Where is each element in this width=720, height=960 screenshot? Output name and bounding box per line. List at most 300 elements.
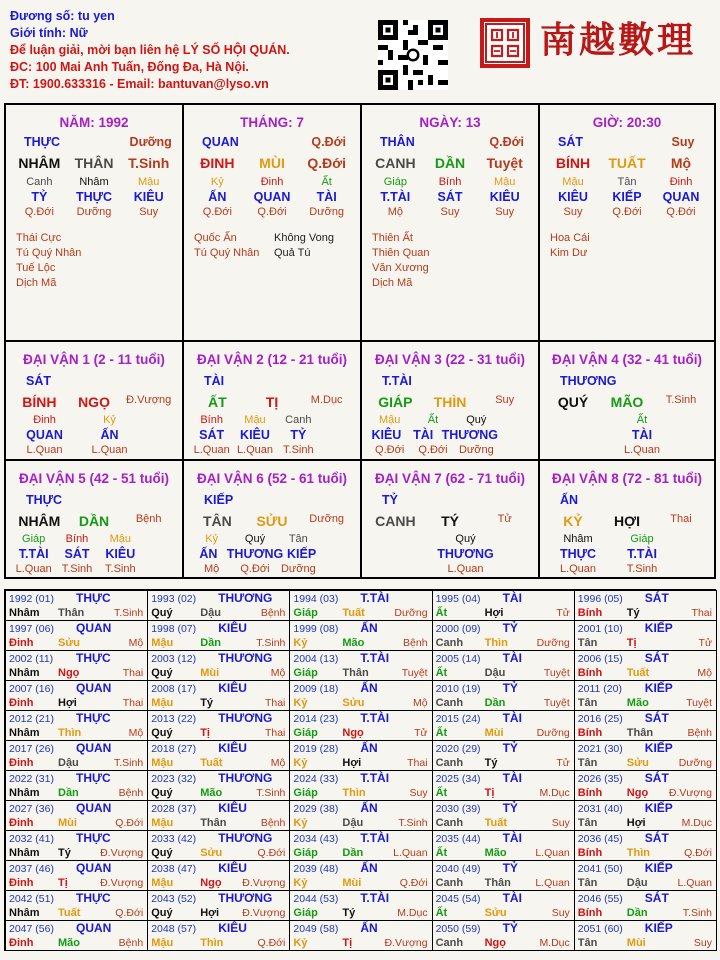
year-cell <box>147 800 290 831</box>
year-label: 2025 (34) <box>435 773 481 785</box>
year-chi: Mão <box>200 787 223 799</box>
year-cell <box>432 800 575 831</box>
year-cell <box>574 740 717 771</box>
dai-van-can: GIÁP <box>378 394 413 410</box>
year-can: Mậu <box>151 937 174 949</box>
year-cell <box>289 620 432 651</box>
year-truong-sinh: Mộ <box>412 697 428 709</box>
year-thap-than: ẤN <box>360 861 378 875</box>
year-can: Đinh <box>9 697 34 709</box>
dai-van-row-hs <box>190 547 320 561</box>
dai-van-row-hl <box>368 444 498 456</box>
pillar-cell <box>183 104 361 341</box>
year-truong-sinh: Đ.Vượng <box>100 847 144 859</box>
year-thap-than: TỶ <box>502 681 518 695</box>
year-truong-sinh: Suy <box>551 817 570 829</box>
year-can: Mậu <box>151 817 174 829</box>
dai-van-value: Mậu <box>109 533 132 545</box>
dai-van-value: L.Quan <box>559 563 597 575</box>
year-thap-than: KIÊU <box>218 681 247 695</box>
year-can: Ất <box>435 727 448 739</box>
year-truong-sinh: Bệnh <box>118 937 144 949</box>
year-cell <box>289 890 432 921</box>
year-can: Mậu <box>151 757 174 769</box>
year-truong-sinh: Dưỡng <box>536 727 570 739</box>
year-thap-than: TỶ <box>502 741 518 755</box>
pillar-value <box>253 135 304 149</box>
year-chi: Thân <box>200 817 227 829</box>
qr-code-icon[interactable] <box>378 20 448 90</box>
year-label: 1999 (08) <box>293 623 339 635</box>
year-can: Canh <box>435 877 464 889</box>
dai-van-value: THỰC <box>559 547 597 561</box>
pillar-value: KIẾP <box>612 190 642 204</box>
pillar-value: Dưỡng <box>309 206 345 218</box>
dai-van-cell <box>539 341 715 460</box>
year-chi: Thân <box>626 727 654 739</box>
year-chi: Hợi <box>58 697 77 709</box>
year-cell <box>5 860 148 891</box>
year-thap-than: ẤN <box>360 801 378 815</box>
year-truong-sinh: Q.Đới <box>684 847 712 859</box>
year-cell <box>147 770 290 801</box>
year-truong-sinh: Mộ <box>270 667 286 679</box>
dai-van-value: L.Quan <box>15 563 52 575</box>
pillar-row-r2 <box>190 155 354 171</box>
year-chi: Tị <box>342 937 353 949</box>
pillar-value: Canh <box>26 176 53 188</box>
dai-van-value: T.TÀI <box>18 547 49 561</box>
star-label-secondary: Không Vong <box>274 232 334 244</box>
pillar-value: Suy <box>563 206 583 218</box>
brand-logo <box>540 12 696 63</box>
pillar-row-r2 <box>12 155 176 171</box>
dai-van-value: T.Sinh <box>105 563 136 575</box>
annual-table <box>4 589 716 951</box>
pillar-value: Mậu <box>493 176 516 188</box>
dai-van-truong-sinh: Tử <box>497 513 512 525</box>
dai-van-row-h <box>12 533 142 545</box>
dai-van-value: TÀI <box>413 428 434 442</box>
year-truong-sinh: Q.Đới <box>257 847 286 859</box>
year-label: 2021 (30) <box>577 743 623 755</box>
pillar-value: Mộ <box>387 206 403 218</box>
year-cell <box>574 710 717 741</box>
dai-van-value: KIẾP <box>287 547 317 561</box>
year-can: Quý <box>151 847 173 859</box>
dai-van-row-hs <box>546 428 674 442</box>
dai-van-value <box>546 414 610 426</box>
year-can: Giáp <box>293 847 318 859</box>
year-truong-sinh: Bệnh <box>260 607 286 619</box>
dai-van-cell <box>5 460 183 578</box>
year-can: Tân <box>577 877 598 889</box>
pillar-title: GIỜ: 20:30 <box>592 115 662 130</box>
year-can: Mậu <box>151 877 174 889</box>
star-label: Tú Quý Nhân <box>16 247 82 259</box>
pillar-value: TÀI <box>316 190 337 204</box>
pillar-value: CANH <box>375 155 416 171</box>
year-truong-sinh: Thai <box>691 607 712 619</box>
pillar-value: Giáp <box>383 176 407 188</box>
dai-van-can-chi <box>546 394 708 410</box>
dai-van-value: Giáp <box>22 533 46 545</box>
year-thap-than: TÀI <box>502 711 522 725</box>
dai-van-title: ĐẠI VẬN 3 (22 - 31 tuổi) <box>374 352 526 367</box>
dai-van-value: L.Quan <box>236 444 274 456</box>
year-label: 2034 (43) <box>293 833 339 845</box>
year-thap-than: KIÊU <box>218 801 247 815</box>
dai-van-title: ĐẠI VẬN 7 (62 - 71 tuổi) <box>374 471 526 486</box>
dai-van-value: Canh <box>285 414 312 426</box>
pillar-value: NHÂM <box>18 155 61 171</box>
year-cell <box>432 620 575 651</box>
star-label: Thái Cực <box>16 232 62 244</box>
year-truong-sinh: Thai <box>407 757 428 769</box>
year-can: Kỷ <box>293 817 308 829</box>
dai-van-value: ẤN <box>100 428 119 442</box>
year-thap-than: THỰC <box>76 831 111 845</box>
star-label: Tú Quý Nhân <box>194 247 260 259</box>
dai-van-value: TÀI <box>631 428 653 442</box>
year-truong-sinh: Đ.Vượng <box>242 877 286 889</box>
dai-van-value: Quý <box>244 533 266 545</box>
dai-van-value: ẤN <box>199 547 218 561</box>
owner-gender: Giới tính: Nữ <box>10 26 88 40</box>
dai-van-value: THƯƠNG <box>437 547 494 561</box>
year-chi: Ngọ <box>626 787 649 799</box>
year-cell <box>5 590 148 621</box>
dai-van-value: Nhâm <box>563 533 593 545</box>
year-cell <box>432 650 575 681</box>
pillar-row-r4 <box>368 190 532 204</box>
year-thap-than: THƯƠNG <box>218 651 273 665</box>
year-cell <box>574 620 717 651</box>
year-can: Bính <box>577 727 603 739</box>
year-truong-sinh: Đ.Vượng <box>100 877 144 889</box>
dai-van-can: CANH <box>375 513 416 529</box>
pillar-value: QUAN <box>202 135 239 149</box>
dai-van-thap-than: THỰC <box>26 493 63 507</box>
year-label: 2042 (51) <box>9 893 54 905</box>
year-truong-sinh: Suy <box>693 937 712 949</box>
pillar-title: THÁNG: 7 <box>240 115 304 130</box>
year-truong-sinh: Q.Đới <box>115 817 144 829</box>
dai-van-row-hl <box>190 563 320 575</box>
year-truong-sinh: M.Dục <box>397 907 428 919</box>
year-label: 2041 (50) <box>577 863 623 875</box>
year-chi: Sửu <box>626 757 649 769</box>
dai-van-value: TỶ <box>290 428 307 442</box>
year-truong-sinh: Dưỡng <box>536 637 570 649</box>
pillar-value: ĐINH <box>200 155 235 171</box>
year-chi: Dần <box>342 847 364 859</box>
year-chi: Dần <box>58 787 79 799</box>
year-thap-than: ẤN <box>360 741 378 755</box>
year-chi: Ngọ <box>58 667 80 679</box>
dai-van-chi: THÌN <box>433 394 467 410</box>
star-label: Dịch Mã <box>16 277 57 289</box>
year-thap-than: KIÊU <box>218 861 247 875</box>
year-thap-than: TỶ <box>502 921 518 935</box>
dai-van-row-h <box>546 414 674 426</box>
year-cell <box>147 740 290 771</box>
year-cell <box>147 830 290 861</box>
dai-van-thap-than: T.TÀI <box>382 374 412 388</box>
year-label: 2011 (20) <box>577 683 622 695</box>
year-truong-sinh: Đ.Vượng <box>384 937 428 949</box>
year-label: 2037 (46) <box>9 863 54 875</box>
year-cell <box>5 920 148 951</box>
dai-van-can-chi <box>12 513 176 529</box>
dai-van-value: L.Quan <box>447 563 484 575</box>
year-chi: Tý <box>200 697 214 709</box>
year-thap-than: SÁT <box>644 591 669 605</box>
dai-van-value: L.Quan <box>623 444 661 456</box>
pillar-value: Suy <box>495 206 515 218</box>
year-truong-sinh: Đ.Vượng <box>242 907 286 919</box>
year-label: 2046 (55) <box>577 893 623 905</box>
year-can: Mậu <box>151 697 174 709</box>
pillar-value: Suy <box>671 135 695 149</box>
year-truong-sinh: Tuyệt <box>543 667 570 679</box>
year-truong-sinh: Tuyệt <box>686 697 712 709</box>
dai-van-value: Quý <box>455 533 476 545</box>
dai-van-can-chi <box>368 394 532 410</box>
year-cell <box>5 890 148 921</box>
dai-van-row-hs <box>546 547 674 561</box>
year-truong-sinh: T.Sinh <box>256 787 286 799</box>
year-label: 2000 (09) <box>435 623 481 635</box>
year-thap-than: THƯƠNG <box>218 591 273 605</box>
year-thap-than: QUAN <box>76 621 112 635</box>
year-can: Mậu <box>151 637 174 649</box>
year-can: Nhâm <box>9 667 40 679</box>
pillar-value: Mậu <box>137 176 160 188</box>
pillar-value: Q.Đới <box>24 206 54 218</box>
year-can: Giáp <box>293 727 318 739</box>
year-can: Giáp <box>293 607 318 619</box>
year-cell <box>5 680 148 711</box>
year-chi: Ngọ <box>342 727 364 739</box>
year-label: 2047 (56) <box>9 923 54 935</box>
year-chi: Hợi <box>200 907 220 919</box>
dai-van-truong-sinh: M.Dục <box>310 394 343 406</box>
dai-van-row-hl <box>12 444 142 456</box>
year-can: Kỷ <box>293 697 308 709</box>
dai-van-value: SÁT <box>64 547 90 561</box>
pillar-value: KIÊU <box>133 190 164 204</box>
dai-van-title: ĐẠI VẬN 1 (2 - 11 tuổi) <box>23 352 165 367</box>
year-label: 2003 (12) <box>151 653 197 665</box>
year-can: Tân <box>577 937 598 949</box>
year-can: Tân <box>577 637 598 649</box>
year-label: 2049 (58) <box>293 923 339 935</box>
dai-van-chi: TỊ <box>265 394 279 410</box>
address-line: ĐC: 100 Mai Anh Tuấn, Đống Đa, Hà Nội. <box>10 60 249 74</box>
year-cell <box>147 920 290 951</box>
pillar-value: Q.Đới <box>489 135 524 149</box>
dai-van-can: NHÂM <box>18 513 61 529</box>
pillar-row-r3 <box>546 176 708 188</box>
year-cell <box>289 680 432 711</box>
year-cell <box>5 770 148 801</box>
year-can: Bính <box>577 607 603 619</box>
dai-van-can-chi <box>12 394 176 410</box>
dai-van-thap-than: ẤN <box>560 493 579 507</box>
year-chi: Sửu <box>200 847 223 859</box>
dai-van-value: Quý <box>466 414 487 426</box>
year-label: 2018 (27) <box>151 743 197 755</box>
year-chi: Tý <box>626 607 640 619</box>
year-thap-than: SÁT <box>644 891 669 905</box>
year-thap-than: QUAN <box>76 861 112 875</box>
pillar-value: Q.Đới <box>612 206 642 218</box>
year-label: 2004 (13) <box>293 653 339 665</box>
year-truong-sinh: Tử <box>556 607 570 619</box>
year-cell <box>574 830 717 861</box>
year-cell <box>147 650 290 681</box>
year-truong-sinh: T.Sinh <box>256 637 286 649</box>
year-truong-sinh: M.Dục <box>539 787 570 799</box>
pillar-value: KIÊU <box>558 190 588 204</box>
pillar-value: Q.Đới <box>257 206 287 218</box>
year-label: 2023 (32) <box>151 773 197 785</box>
pillar-row-r1 <box>12 135 176 149</box>
year-label: 2008 (17) <box>151 683 197 695</box>
year-thap-than: T.TÀI <box>360 711 390 725</box>
year-truong-sinh: Q.Đới <box>399 877 428 889</box>
year-chi: Mùi <box>58 817 77 829</box>
dai-van-chi: NGỌ <box>78 394 110 410</box>
dai-van-value: Mậu <box>378 414 401 426</box>
pillar-title: NGÀY: 13 <box>419 115 481 130</box>
year-truong-sinh: Tuyệt <box>543 697 570 709</box>
year-cell <box>289 770 432 801</box>
year-cell <box>289 800 432 831</box>
year-chi: Tuất <box>58 907 81 919</box>
year-cell <box>574 770 717 801</box>
pillar-cell <box>361 104 539 341</box>
pillar-value: Ất <box>321 176 332 188</box>
pillar-value: Nhâm <box>79 176 109 188</box>
dai-van-chi: MÃO <box>610 394 644 410</box>
pillar-cell <box>5 104 183 341</box>
dai-van-row-h <box>190 533 320 545</box>
year-chi: Dậu <box>58 757 79 769</box>
year-label: 2022 (31) <box>9 773 54 785</box>
year-chi: Thân <box>58 607 85 619</box>
pillar-value: Suy <box>440 206 460 218</box>
year-thap-than: KIẾP <box>644 621 673 635</box>
dai-van-cell <box>5 341 183 460</box>
dai-van-value: Ất <box>636 414 648 426</box>
dai-van-value: Dưỡng <box>458 444 494 456</box>
dai-van-can-chi <box>190 394 354 410</box>
dai-van-title: ĐẠI VẬN 5 (42 - 51 tuổi) <box>18 471 170 486</box>
year-chi: Thìn <box>626 847 651 859</box>
dai-van-cell <box>183 460 361 578</box>
pillar-value: THÂN <box>74 155 114 171</box>
dai-van-value: L.Quan <box>193 444 230 456</box>
dai-van-value: Kỷ <box>205 533 219 545</box>
year-thap-than: THỰC <box>76 711 111 725</box>
year-truong-sinh: T.Sinh <box>114 607 144 619</box>
year-thap-than: THỰC <box>76 771 111 785</box>
pillar-value: Q.Đới <box>311 135 346 149</box>
dai-van-value <box>368 563 433 575</box>
dai-van-value: Bính <box>200 414 223 426</box>
dai-van-value: L.Quan <box>91 444 128 456</box>
year-chi: Tý <box>58 847 71 859</box>
dai-van-value: Kỷ <box>103 414 116 426</box>
year-label: 2017 (26) <box>9 743 54 755</box>
year-truong-sinh: Mộ <box>128 637 144 649</box>
year-thap-than: T.TÀI <box>360 651 390 665</box>
year-cell <box>147 590 290 621</box>
year-label: 1995 (04) <box>435 593 481 605</box>
year-thap-than: KIẾP <box>644 921 673 935</box>
year-truong-sinh: Dưỡng <box>678 757 712 769</box>
pillar-value: THỰC <box>75 190 113 204</box>
year-truong-sinh: Mộ <box>270 757 286 769</box>
year-label: 2030 (39) <box>435 803 481 815</box>
year-cell <box>5 650 148 681</box>
year-cell <box>432 710 575 741</box>
dai-van-value: Mậu <box>244 414 266 426</box>
pillar-value: TUẤT <box>608 155 646 171</box>
year-cell <box>432 830 575 861</box>
year-thap-than: T.TÀI <box>360 771 390 785</box>
year-truong-sinh: Tử <box>556 757 570 769</box>
dai-van-value: KIÊU <box>240 428 270 442</box>
dai-van-can: BÍNH <box>22 394 57 410</box>
pillar-value <box>431 135 482 149</box>
dai-van-value <box>368 533 433 545</box>
pillar-value: BÍNH <box>555 155 591 171</box>
year-cell <box>147 710 290 741</box>
year-truong-sinh: Tử <box>414 727 428 739</box>
year-label: 1993 (02) <box>151 593 197 605</box>
year-thap-than: SÁT <box>644 771 669 785</box>
dai-van-cell <box>183 341 361 460</box>
year-thap-than: KIẾP <box>644 801 673 815</box>
year-chi: Sửu <box>58 637 81 649</box>
year-label: 2005 (14) <box>435 653 481 665</box>
year-truong-sinh: L.Quan <box>535 877 570 889</box>
year-chi: Mão <box>58 937 80 949</box>
year-label: 2009 (18) <box>293 683 339 695</box>
year-can: Canh <box>435 757 464 769</box>
year-thap-than: THƯƠNG <box>218 891 273 905</box>
year-chi: Hợi <box>342 757 362 769</box>
year-cell <box>289 830 432 861</box>
dai-van-value <box>546 428 610 442</box>
dai-van-thap-than: THƯƠNG <box>560 374 617 388</box>
year-truong-sinh: Bệnh <box>403 637 428 649</box>
year-label: 1997 (06) <box>9 623 54 635</box>
dai-van-chi: DẦN <box>78 513 110 529</box>
pillar-title: NĂM: 1992 <box>59 115 129 130</box>
year-chi: Tý <box>484 757 498 769</box>
year-can: Canh <box>435 937 464 949</box>
pillar-value: Q.Đới <box>666 206 696 218</box>
star-label: Kim Dư <box>550 247 588 259</box>
year-thap-than: T.TÀI <box>360 831 390 845</box>
year-thap-than: QUAN <box>76 921 112 935</box>
year-chi: Tuất <box>626 667 650 679</box>
year-label: 2013 (22) <box>151 713 197 725</box>
